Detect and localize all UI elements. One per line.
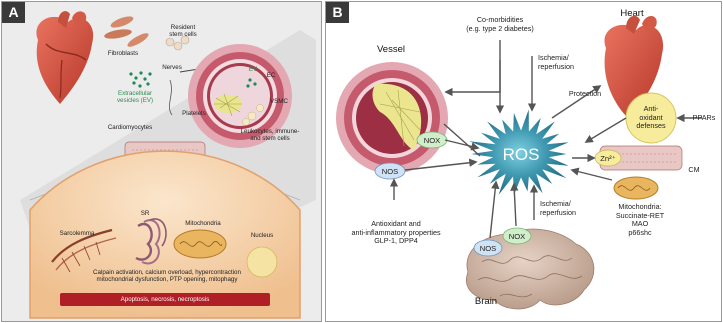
vessel-illustration (336, 62, 448, 174)
label-ischemia-bottom: Ischemia/ reperfusion (540, 199, 576, 217)
label-ec: EC (266, 72, 276, 79)
label-resident-stem-cells: Resident stem cells (169, 24, 197, 38)
panel-a-letter: A (8, 4, 19, 20)
label-fibroblasts: Fibroblasts (107, 50, 139, 57)
mitochondria-b-illustration (614, 177, 658, 199)
label-zn: Zn²⁺ (600, 154, 616, 163)
label-protection: Protection (568, 89, 602, 98)
label-ros: ROS (502, 145, 540, 164)
label-mitochondria-a: Mitochondria (185, 220, 221, 227)
label-sr: SR (140, 210, 150, 217)
mitochondria-illustration (174, 230, 226, 258)
label-antioxidant-defenses: Anti- oxidant defenses (636, 104, 666, 131)
label-ev: EV (248, 66, 258, 73)
label-antiinflammatory: Antioxidant and anti-inflammatory properties GLP-1, DPP4 (351, 219, 441, 246)
label-vsmc: VSMC (270, 98, 288, 105)
label-cardiomyocytes: Cardiomyocytes (107, 124, 153, 131)
label-leukocytes: Leukocytes, immune- and stem cells (240, 128, 300, 142)
label-brain: Brain (474, 296, 498, 307)
label-ischemia-top: Ischemia/ reperfusion (538, 53, 574, 71)
panel-b-letter: B (332, 4, 343, 20)
label-heart: Heart (620, 8, 644, 19)
label-sarcolemma: Sarcolemma (59, 230, 95, 237)
label-nos-brain: NOS (479, 244, 497, 253)
label-extracellular-vesicles: Extracellular vesicles (EV) (116, 90, 154, 104)
label-mechanisms: Calpain activation, calcium overload, hypercontraction mitochondrial dysfunction, PTP opening, mitophagy (93, 269, 241, 283)
label-vessel: Vessel (377, 44, 405, 55)
label-nucleus: Nucleus (250, 232, 274, 239)
label-cm: CM (688, 165, 700, 174)
label-nox-vessel: NOX (423, 136, 441, 145)
label-platelets: Platelets (182, 110, 206, 117)
label-nerves: Nerves (162, 64, 182, 71)
label-nox-brain: NOX (508, 232, 526, 241)
label-mitochondria-b: Mitochondria: Succinate-RET MAO p66shc (615, 202, 665, 237)
label-comorbidities: Co-morbidities (e.g. type 2 diabetes) (466, 15, 534, 33)
label-death-banner: Apoptosis, necrosis, necroptosis (120, 296, 210, 303)
label-ppars: PPARs (692, 113, 716, 122)
label-nos-vessel: NOS (381, 167, 399, 176)
